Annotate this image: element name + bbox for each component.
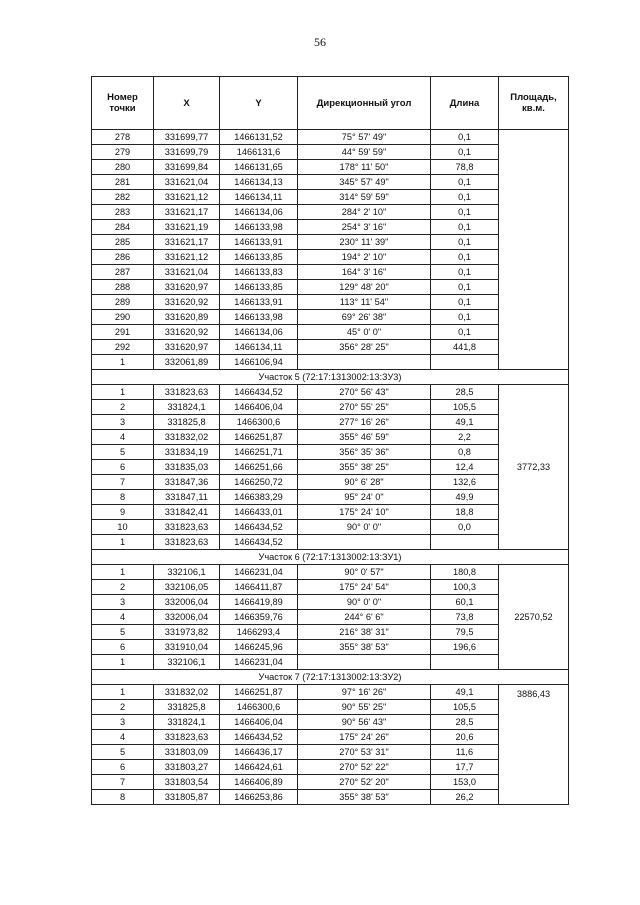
- point-number-cell: 281: [92, 175, 154, 190]
- y-cell: 1466434,52: [220, 385, 298, 400]
- table-row: [92, 700, 569, 715]
- table-row: [92, 145, 569, 160]
- y-cell: 1466424,61: [220, 760, 298, 775]
- table-row: [92, 595, 569, 610]
- point-number-cell: 3: [92, 595, 154, 610]
- length-cell: 26,2: [431, 790, 499, 805]
- x-cell: 331824,1: [154, 715, 220, 730]
- direction-angle-cell: 129° 48' 20": [298, 280, 431, 295]
- point-number-cell: 282: [92, 190, 154, 205]
- x-cell: 331910,04: [154, 640, 220, 655]
- x-cell: 331973,82: [154, 625, 220, 640]
- x-cell: 332006,04: [154, 610, 220, 625]
- length-cell: 17,7: [431, 760, 499, 775]
- y-cell: 1466134,13: [220, 175, 298, 190]
- y-cell: 1466251,87: [220, 685, 298, 700]
- y-cell: 1466300,6: [220, 700, 298, 715]
- length-cell: 20,6: [431, 730, 499, 745]
- length-cell: 49,1: [431, 685, 499, 700]
- direction-angle-cell: 194° 2' 10": [298, 250, 431, 265]
- point-number-cell: 1: [92, 655, 154, 670]
- y-cell: 1466293,4: [220, 625, 298, 640]
- table-row: [92, 610, 569, 625]
- x-cell: 331620,97: [154, 340, 220, 355]
- table-body: [92, 130, 569, 805]
- length-cell: 28,5: [431, 715, 499, 730]
- table-row: [92, 385, 569, 400]
- area-cell: 22570,52: [499, 565, 569, 670]
- x-cell: 331620,89: [154, 310, 220, 325]
- point-number-cell: 8: [92, 790, 154, 805]
- y-cell: 1466245,96: [220, 640, 298, 655]
- point-number-cell: 283: [92, 205, 154, 220]
- direction-angle-cell: 113° 11' 54": [298, 295, 431, 310]
- length-cell: 0,1: [431, 235, 499, 250]
- header-direction-angle: Дирекционный угол: [298, 77, 431, 130]
- direction-angle-cell: [298, 355, 431, 370]
- direction-angle-cell: 254° 3' 16": [298, 220, 431, 235]
- table-row: [92, 715, 569, 730]
- length-cell: 0,1: [431, 205, 499, 220]
- length-cell: 73,8: [431, 610, 499, 625]
- y-cell: 1466434,52: [220, 535, 298, 550]
- direction-angle-cell: 44° 59' 59": [298, 145, 431, 160]
- table-row: [92, 340, 569, 355]
- y-cell: 1466131,65: [220, 160, 298, 175]
- y-cell: 1466106,94: [220, 355, 298, 370]
- y-cell: 1466133,91: [220, 295, 298, 310]
- direction-angle-cell: 97° 16' 26": [298, 685, 431, 700]
- header-y: Y: [220, 77, 298, 130]
- y-cell: 1466300,6: [220, 415, 298, 430]
- x-cell: 331805,87: [154, 790, 220, 805]
- table-row: [92, 565, 569, 580]
- length-cell: 11,6: [431, 745, 499, 760]
- section-title: Участок 5 (72:17:1313002:13:ЗУ3): [92, 370, 569, 385]
- x-cell: 331832,02: [154, 685, 220, 700]
- length-cell: 0,1: [431, 280, 499, 295]
- direction-angle-cell: 270° 55' 25": [298, 400, 431, 415]
- y-cell: 1466436,17: [220, 745, 298, 760]
- y-cell: 1466231,04: [220, 655, 298, 670]
- header-length: Длина: [431, 77, 499, 130]
- direction-angle-cell: 90° 0' 57": [298, 565, 431, 580]
- table-row: [92, 460, 569, 475]
- length-cell: 0,1: [431, 145, 499, 160]
- direction-angle-cell: 178° 11' 50": [298, 160, 431, 175]
- direction-angle-cell: 355° 46' 59": [298, 430, 431, 445]
- table-row: [92, 640, 569, 655]
- length-cell: 153,0: [431, 775, 499, 790]
- table-row: [92, 190, 569, 205]
- y-cell: 1466133,91: [220, 235, 298, 250]
- table-row: [92, 775, 569, 790]
- direction-angle-cell: 345° 57' 49": [298, 175, 431, 190]
- point-number-cell: 290: [92, 310, 154, 325]
- x-cell: 331803,09: [154, 745, 220, 760]
- direction-angle-cell: 90° 6' 28": [298, 475, 431, 490]
- area-cell: 3886,43: [499, 685, 569, 805]
- point-number-cell: 5: [92, 625, 154, 640]
- length-cell: 0,1: [431, 250, 499, 265]
- y-cell: 1466434,52: [220, 730, 298, 745]
- x-cell: 331620,92: [154, 325, 220, 340]
- y-cell: 1466231,04: [220, 565, 298, 580]
- table-row: [92, 490, 569, 505]
- x-cell: 331699,84: [154, 160, 220, 175]
- y-cell: 1466133,85: [220, 280, 298, 295]
- direction-angle-cell: 175° 24' 10": [298, 505, 431, 520]
- table-row: [92, 160, 569, 175]
- direction-angle-cell: 90° 0' 0": [298, 595, 431, 610]
- table-row: [92, 355, 569, 370]
- direction-angle-cell: 175° 24' 54": [298, 580, 431, 595]
- point-number-cell: 5: [92, 445, 154, 460]
- table-row: [92, 475, 569, 490]
- x-cell: 331823,63: [154, 385, 220, 400]
- x-cell: 331621,12: [154, 250, 220, 265]
- point-number-cell: 286: [92, 250, 154, 265]
- x-cell: 331699,77: [154, 130, 220, 145]
- table-row: [92, 655, 569, 670]
- area-cell: [499, 130, 569, 370]
- x-cell: 331824,1: [154, 400, 220, 415]
- table-row: [92, 625, 569, 640]
- direction-angle-cell: 314° 59' 59": [298, 190, 431, 205]
- point-number-cell: 284: [92, 220, 154, 235]
- table-row: [92, 280, 569, 295]
- x-cell: 331803,54: [154, 775, 220, 790]
- header-x: X: [154, 77, 220, 130]
- coordinates-table: [91, 76, 569, 805]
- x-cell: 331842,41: [154, 505, 220, 520]
- direction-angle-cell: 45° 0' 0": [298, 325, 431, 340]
- direction-angle-cell: 90° 0' 0": [298, 520, 431, 535]
- point-number-cell: 2: [92, 580, 154, 595]
- table-row: [92, 430, 569, 445]
- table-row: [92, 325, 569, 340]
- point-number-cell: 2: [92, 700, 154, 715]
- table-row: [92, 790, 569, 805]
- point-number-cell: 6: [92, 460, 154, 475]
- length-cell: 0,1: [431, 190, 499, 205]
- point-number-cell: 4: [92, 430, 154, 445]
- point-number-cell: 7: [92, 775, 154, 790]
- x-cell: 331621,17: [154, 235, 220, 250]
- point-number-cell: 8: [92, 490, 154, 505]
- table-row: [92, 730, 569, 745]
- length-cell: 0,1: [431, 220, 499, 235]
- x-cell: 331835,03: [154, 460, 220, 475]
- length-cell: 49,1: [431, 415, 499, 430]
- x-cell: 331834,19: [154, 445, 220, 460]
- direction-angle-cell: 270° 53' 31": [298, 745, 431, 760]
- table-row: [92, 310, 569, 325]
- table-row: [92, 250, 569, 265]
- section-title-row: [92, 370, 569, 385]
- length-cell: 0,1: [431, 130, 499, 145]
- x-cell: 332106,05: [154, 580, 220, 595]
- x-cell: 331823,63: [154, 730, 220, 745]
- x-cell: 331621,17: [154, 205, 220, 220]
- point-number-cell: 6: [92, 760, 154, 775]
- point-number-cell: 10: [92, 520, 154, 535]
- point-number-cell: 288: [92, 280, 154, 295]
- direction-angle-cell: 277° 16' 26": [298, 415, 431, 430]
- y-cell: 1466134,06: [220, 205, 298, 220]
- point-number-cell: 291: [92, 325, 154, 340]
- y-cell: 1466134,11: [220, 190, 298, 205]
- x-cell: 331832,02: [154, 430, 220, 445]
- area-cell: 3772,33: [499, 385, 569, 550]
- length-cell: 0,1: [431, 265, 499, 280]
- direction-angle-cell: 270° 52' 20": [298, 775, 431, 790]
- point-number-cell: 279: [92, 145, 154, 160]
- point-number-cell: 1: [92, 385, 154, 400]
- y-cell: 1466134,11: [220, 340, 298, 355]
- y-cell: 1466383,29: [220, 490, 298, 505]
- table-row: [92, 535, 569, 550]
- x-cell: 331621,19: [154, 220, 220, 235]
- point-number-cell: 3: [92, 415, 154, 430]
- length-cell: 105,5: [431, 700, 499, 715]
- direction-angle-cell: 175° 24' 26": [298, 730, 431, 745]
- x-cell: 331825,8: [154, 415, 220, 430]
- length-cell: 49,9: [431, 490, 499, 505]
- table-row: [92, 415, 569, 430]
- point-number-cell: 1: [92, 535, 154, 550]
- point-number-cell: 280: [92, 160, 154, 175]
- table-row: [92, 175, 569, 190]
- table-row: [92, 745, 569, 760]
- x-cell: 331803,27: [154, 760, 220, 775]
- x-cell: 332106,1: [154, 565, 220, 580]
- point-number-cell: 4: [92, 730, 154, 745]
- direction-angle-cell: 356° 35' 36": [298, 445, 431, 460]
- x-cell: 331825,8: [154, 700, 220, 715]
- length-cell: [431, 355, 499, 370]
- length-cell: 12,4: [431, 460, 499, 475]
- x-cell: 331823,63: [154, 535, 220, 550]
- section-title-row: [92, 550, 569, 565]
- y-cell: 1466133,98: [220, 220, 298, 235]
- length-cell: 0,8: [431, 445, 499, 460]
- y-cell: 1466131,52: [220, 130, 298, 145]
- direction-angle-cell: 355° 38' 25": [298, 460, 431, 475]
- direction-angle-cell: 284° 2' 10": [298, 205, 431, 220]
- x-cell: 331620,92: [154, 295, 220, 310]
- point-number-cell: 5: [92, 745, 154, 760]
- direction-angle-cell: [298, 655, 431, 670]
- table-row: [92, 400, 569, 415]
- x-cell: 331823,63: [154, 520, 220, 535]
- x-cell: 332006,04: [154, 595, 220, 610]
- table-row: [92, 760, 569, 775]
- x-cell: 331621,04: [154, 175, 220, 190]
- direction-angle-cell: 270° 56' 43": [298, 385, 431, 400]
- direction-angle-cell: 75° 57' 49": [298, 130, 431, 145]
- length-cell: 0,1: [431, 325, 499, 340]
- y-cell: 1466406,04: [220, 715, 298, 730]
- table-row: [92, 505, 569, 520]
- section-title: Участок 6 (72:17:1313002:13:ЗУ1): [92, 550, 569, 565]
- point-number-cell: 285: [92, 235, 154, 250]
- y-cell: 1466133,98: [220, 310, 298, 325]
- y-cell: 1466359,76: [220, 610, 298, 625]
- table-row: [92, 445, 569, 460]
- x-cell: 331699,79: [154, 145, 220, 160]
- page-number: 56: [314, 35, 326, 49]
- point-number-cell: 2: [92, 400, 154, 415]
- direction-angle-cell: 244° 6' 6": [298, 610, 431, 625]
- point-number-cell: 287: [92, 265, 154, 280]
- length-cell: 196,6: [431, 640, 499, 655]
- y-cell: 1466406,04: [220, 400, 298, 415]
- length-cell: 100,3: [431, 580, 499, 595]
- table-header-row: [92, 77, 569, 130]
- point-number-cell: 1: [92, 355, 154, 370]
- y-cell: 1466133,85: [220, 250, 298, 265]
- direction-angle-cell: 270° 52' 22": [298, 760, 431, 775]
- direction-angle-cell: 90° 55' 25": [298, 700, 431, 715]
- table-row: [92, 295, 569, 310]
- direction-angle-cell: 164° 3' 16": [298, 265, 431, 280]
- direction-angle-cell: 355° 38' 53": [298, 790, 431, 805]
- point-number-cell: 1: [92, 685, 154, 700]
- direction-angle-cell: 356° 28' 25": [298, 340, 431, 355]
- length-cell: 18,8: [431, 505, 499, 520]
- y-cell: 1466411,87: [220, 580, 298, 595]
- y-cell: 1466253,86: [220, 790, 298, 805]
- y-cell: 1466250,72: [220, 475, 298, 490]
- x-cell: 331620,97: [154, 280, 220, 295]
- length-cell: 105,5: [431, 400, 499, 415]
- table-row: [92, 520, 569, 535]
- length-cell: 60,1: [431, 595, 499, 610]
- table-row: [92, 205, 569, 220]
- y-cell: 1466133,83: [220, 265, 298, 280]
- length-cell: 0,1: [431, 310, 499, 325]
- direction-angle-cell: [298, 535, 431, 550]
- length-cell: 2,2: [431, 430, 499, 445]
- length-cell: 180,8: [431, 565, 499, 580]
- table-row: [92, 580, 569, 595]
- length-cell: [431, 535, 499, 550]
- section-title-row: [92, 670, 569, 685]
- y-cell: 1466251,66: [220, 460, 298, 475]
- length-cell: 132,6: [431, 475, 499, 490]
- length-cell: 441,8: [431, 340, 499, 355]
- x-cell: 332106,1: [154, 655, 220, 670]
- length-cell: 28,5: [431, 385, 499, 400]
- y-cell: 1466131,6: [220, 145, 298, 160]
- y-cell: 1466251,71: [220, 445, 298, 460]
- y-cell: 1466433,01: [220, 505, 298, 520]
- table-row: [92, 685, 569, 700]
- point-number-cell: 289: [92, 295, 154, 310]
- point-number-cell: 292: [92, 340, 154, 355]
- point-number-cell: 3: [92, 715, 154, 730]
- y-cell: 1466434,52: [220, 520, 298, 535]
- y-cell: 1466134,06: [220, 325, 298, 340]
- y-cell: 1466419,89: [220, 595, 298, 610]
- direction-angle-cell: 355° 38' 53": [298, 640, 431, 655]
- table-row: [92, 265, 569, 280]
- header-point-number: Номер точки: [92, 77, 154, 130]
- table-row: [92, 220, 569, 235]
- length-cell: [431, 655, 499, 670]
- direction-angle-cell: 230° 11' 39": [298, 235, 431, 250]
- x-cell: 331621,04: [154, 265, 220, 280]
- point-number-cell: 9: [92, 505, 154, 520]
- x-cell: 331847,36: [154, 475, 220, 490]
- direction-angle-cell: 95° 24' 0": [298, 490, 431, 505]
- length-cell: 0,1: [431, 295, 499, 310]
- table-row: [92, 130, 569, 145]
- length-cell: 78,8: [431, 160, 499, 175]
- direction-angle-cell: 90° 56' 43": [298, 715, 431, 730]
- table-row: [92, 235, 569, 250]
- point-number-cell: 7: [92, 475, 154, 490]
- x-cell: 332061,89: [154, 355, 220, 370]
- point-number-cell: 1: [92, 565, 154, 580]
- x-cell: 331847,11: [154, 490, 220, 505]
- y-cell: 1466251,87: [220, 430, 298, 445]
- length-cell: 0,1: [431, 175, 499, 190]
- x-cell: 331621,12: [154, 190, 220, 205]
- header-area: Площадь, кв.м.: [499, 77, 569, 130]
- y-cell: 1466406,89: [220, 775, 298, 790]
- section-title: Участок 7 (72:17:1313002:13:ЗУ2): [92, 670, 569, 685]
- length-cell: 79,5: [431, 625, 499, 640]
- point-number-cell: 6: [92, 640, 154, 655]
- direction-angle-cell: 216° 38' 31": [298, 625, 431, 640]
- point-number-cell: 4: [92, 610, 154, 625]
- length-cell: 0,0: [431, 520, 499, 535]
- direction-angle-cell: 69° 26' 38": [298, 310, 431, 325]
- point-number-cell: 278: [92, 130, 154, 145]
